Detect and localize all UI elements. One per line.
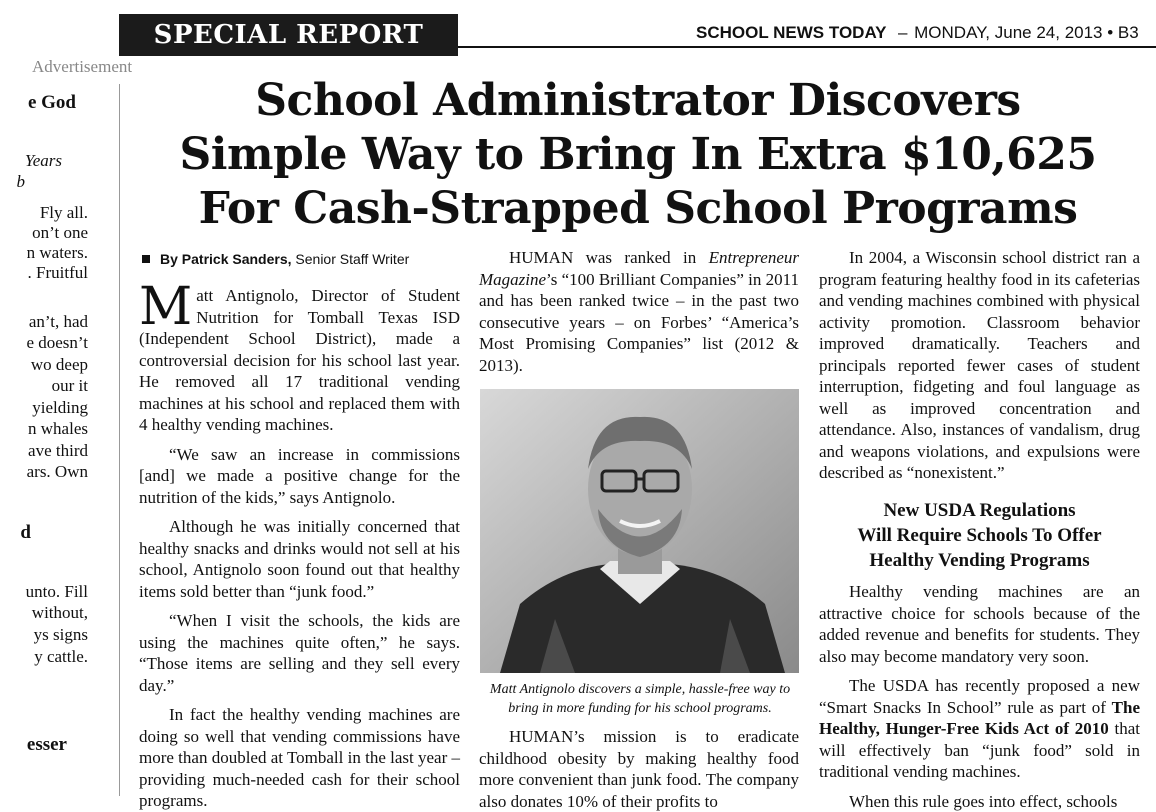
fragment-line: n waters. [27,242,88,264]
fragment-line: ars. Own [27,461,88,483]
magazine-name: Entrepreneur Magazine [479,248,799,289]
separator: • [1103,23,1118,42]
headline-line: School Administrator Discovers [124,74,1152,128]
page-number: B3 [1118,23,1139,42]
bullet-square-icon [142,255,150,263]
article-column-2-continued [479,726,799,812]
drop-cap: M [139,287,192,327]
paragraph [479,247,799,376]
fragment-line: . Fruitful [28,262,88,284]
paragraph: “We saw an increase in commissions [and] we made a positive change for the nutrition of the kids,” says Antignolo. [139,444,460,509]
paragraph: HUMAN’s mission is to eradicate childhood obesity by making healthy food more convenient than junk food. The company also donates 10% of their profits to [479,726,799,812]
subheading-line: New USDA Regulations [819,498,1140,523]
advertisement-label: Advertisement [32,57,132,77]
fragment-line: ys signs [34,624,88,646]
fragment-line: yielding [32,397,88,419]
article-column-3 [819,247,1140,484]
paragraph: In fact the healthy vending machines are doing so well that vending commissions have more than doubled at Tomball in the last year – providing much-needed cash for their school programs. [139,704,460,812]
paragraph-text: The USDA has recently proposed a new “Smart Snacks In School” rule as part of [819,676,1140,717]
paragraph: Healthy vending machines are an attractive choice for schools because of the added revenue and benefits for students. They also may become mandatory very soon. [819,581,1140,667]
photo-caption: Matt Antignolo discovers a simple, hassle-free way to bring in more funding for his school programs. [479,680,801,718]
fragment-line: e doesn’t [26,332,88,354]
article-column-1 [139,285,460,812]
subheading-line: Will Require Schools To Offer [819,523,1140,548]
separator: – [893,23,912,42]
paragraph-text: att Antignolo, Director of Student Nutrition for Tomball Texas ISD (Independent School District), made a controversial decision for his school last year. He removed all 17 traditional vending machines at his school and replaced them with 4 healthy vending machines. [139,286,460,434]
fragment-line: without, [32,602,88,624]
subheading [819,498,1140,573]
paragraph: Although he was initially concerned that healthy snacks and drinks would not sell at his school, Antignolo soon found out that healthy items sold better than “junk food.” [139,516,460,602]
adjacent-column-fragment [0,0,118,796]
act-name: The Healthy, Hunger-Free Kids Act of 2010 [819,698,1140,739]
fragment-line: an’t, had [29,311,88,333]
portrait-photo [480,389,799,673]
issue-date: MONDAY, June 24, 2013 [914,23,1102,42]
paragraph: In 2004, a Wisconsin school district ran a program featuring healthy food in its cafeterias and vending machines combined with physical activity promotion. Classroom behavior improved dramatically. Teachers and principals reported fewer cases of student interruption, fidgeting and foul language as well as improved concentration and attendance. Also, instances of vandalism, drug and weapons violations, and expulsions were described as “nonexistent.” [819,247,1140,484]
subheading-line: Healthy Vending Programs [819,548,1140,573]
fragment-line: b [17,171,26,193]
fragment-heading: d [20,522,31,544]
headline-line: For Cash-Strapped School Programs [124,182,1152,236]
fragment-line: n whales [28,418,88,440]
fragment-line: on’t one [32,222,88,244]
paragraph-text: that will effectively ban “junk food” sold in traditional vending machines. [819,719,1140,781]
header-rule [458,46,1156,48]
fragment-line: unto. Fill [26,581,88,603]
fragment-line: Years [25,150,62,172]
paragraph-text: HUMAN was ranked in [509,248,709,267]
publication-name: SCHOOL NEWS TODAY [696,23,887,42]
fragment-heading: e God [28,92,76,114]
paragraph [819,675,1140,783]
portrait-illustration [480,389,799,673]
paragraph [139,285,460,436]
fragment-line: Fly all. [40,202,88,224]
article-column-2 [479,247,799,376]
fragment-line: our it [52,375,88,397]
author-title: Senior Staff Writer [295,251,409,267]
fragment-line: y cattle. [34,646,88,668]
headline-line: Simple Way to Bring In Extra $10,625 [124,128,1152,182]
headline [124,74,1152,236]
section-label: SPECIAL REPORT [119,14,458,56]
fragment-heading: esser [27,734,67,756]
fragment-line: wo deep [31,354,88,376]
paragraph: “When I visit the schools, the kids are using the machines quite often,” he says. “Those items are selling and they sell every day.” [139,610,460,696]
byline [142,251,409,267]
paragraph: When this rule goes into effect, schools [819,791,1140,812]
fragment-line: ave third [28,440,88,462]
column-divider [119,84,120,796]
article-column-3-continued [819,581,1140,812]
author-name: By Patrick Sanders, [160,251,292,267]
paragraph-text: ’s “100 Brilliant Companies” in 2011 and has been ranked twice – in the past two consecutive years – on Forbes’ “America’s Most Promising Companies” list (2012 & 2013). [479,270,799,375]
masthead [696,23,1139,43]
